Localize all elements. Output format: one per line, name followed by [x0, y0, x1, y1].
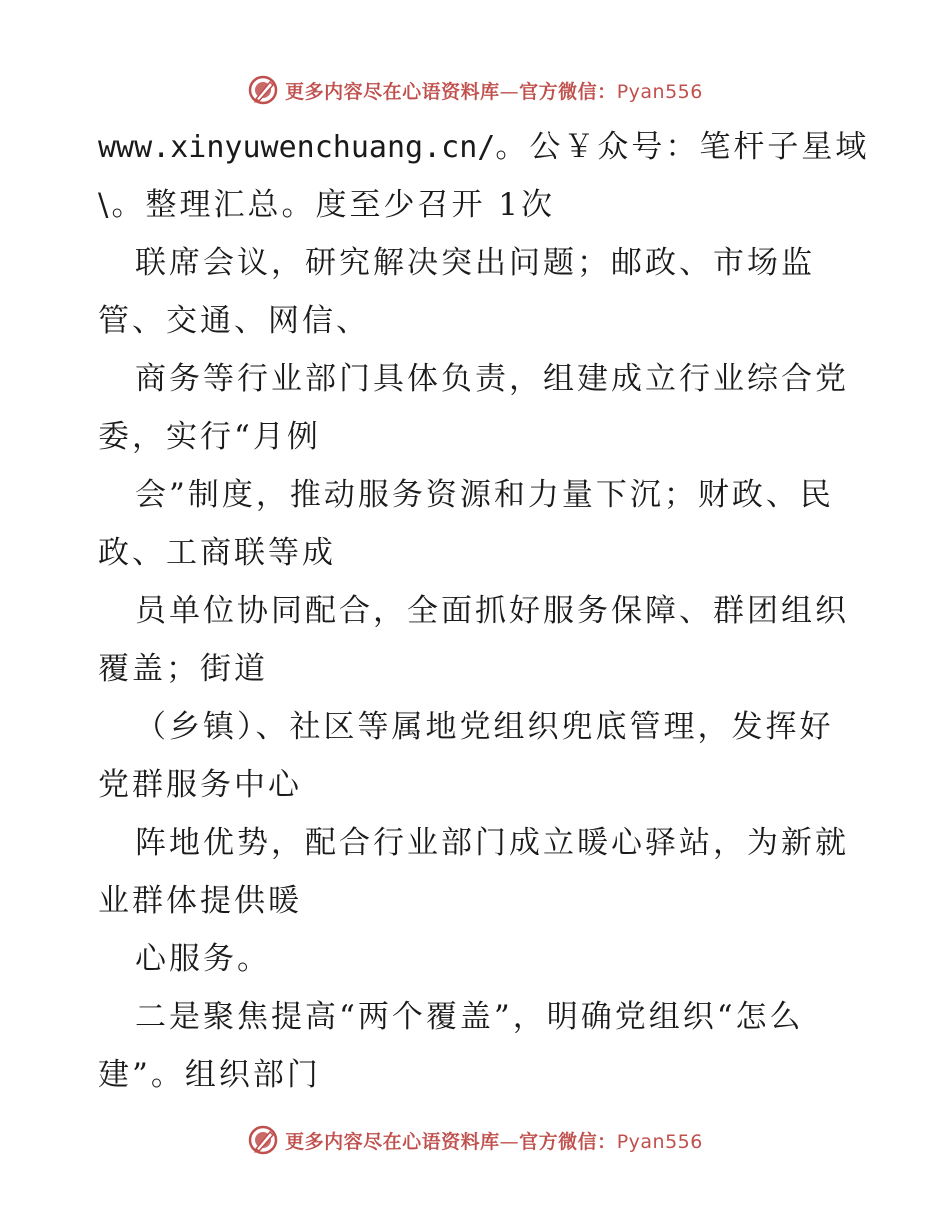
text-line: （乡镇）、社区等属地党组织兜底管理，发挥好 — [135, 709, 834, 745]
text-line: 联席会议，研究解决突出问题；邮政、市场监 — [135, 245, 815, 281]
text-line: 党群服务中心 — [98, 767, 302, 803]
watermark-separator: — — [499, 1130, 520, 1153]
pen-seal-icon — [247, 1124, 279, 1156]
watermark-wechat-id: Pyan556 — [616, 1130, 703, 1153]
watermark-wechat-id: Pyan556 — [616, 80, 703, 103]
watermark-wechat-label: 官方微信： — [519, 1130, 617, 1153]
header-watermark — [0, 70, 950, 110]
watermark-wechat-label: 官方微信： — [519, 80, 617, 103]
text-line: 建”。组织部门 — [98, 1057, 321, 1093]
text-line: 二是聚焦提高“两个覆盖”，明确党组织“怎么 — [135, 999, 804, 1035]
text-segment: 。公￥众号：笔杆子星域 — [495, 129, 870, 165]
text-line: 委，实行“月例 — [98, 419, 321, 455]
watermark-main-text: 更多内容尽在心语资料库 — [285, 1130, 500, 1153]
url-text: www.xinyuwenchuang.cn/ — [98, 130, 496, 165]
text-line: \。整理汇总。度至少召开 1次 — [98, 187, 556, 223]
text-line: 商务等行业部门具体负责，组建成立行业综合党 — [135, 361, 849, 397]
document-body — [0, 118, 950, 1104]
text-line: 政、工商联等成 — [98, 535, 336, 571]
text-line — [0, 118, 950, 176]
watermark-separator: — — [499, 80, 520, 103]
text-line: 心服务。 — [135, 941, 271, 977]
text-line: 员单位协同配合，全面抓好服务保障、群团组织 — [135, 593, 849, 629]
watermark-text — [285, 77, 703, 104]
text-line: 会”制度，推动服务资源和力量下沉；财政、民 — [135, 477, 834, 513]
text-line: 阵地优势，配合行业部门成立暖心驿站，为新就 — [135, 825, 849, 861]
pen-seal-icon — [247, 74, 279, 106]
text-line: 管、交通、网信、 — [98, 303, 370, 339]
footer-watermark — [0, 1120, 950, 1160]
text-line: 业群体提供暖 — [98, 883, 302, 919]
watermark-main-text: 更多内容尽在心语资料库 — [285, 80, 500, 103]
text-line: 覆盖；街道 — [98, 651, 268, 687]
watermark-text — [285, 1127, 703, 1154]
